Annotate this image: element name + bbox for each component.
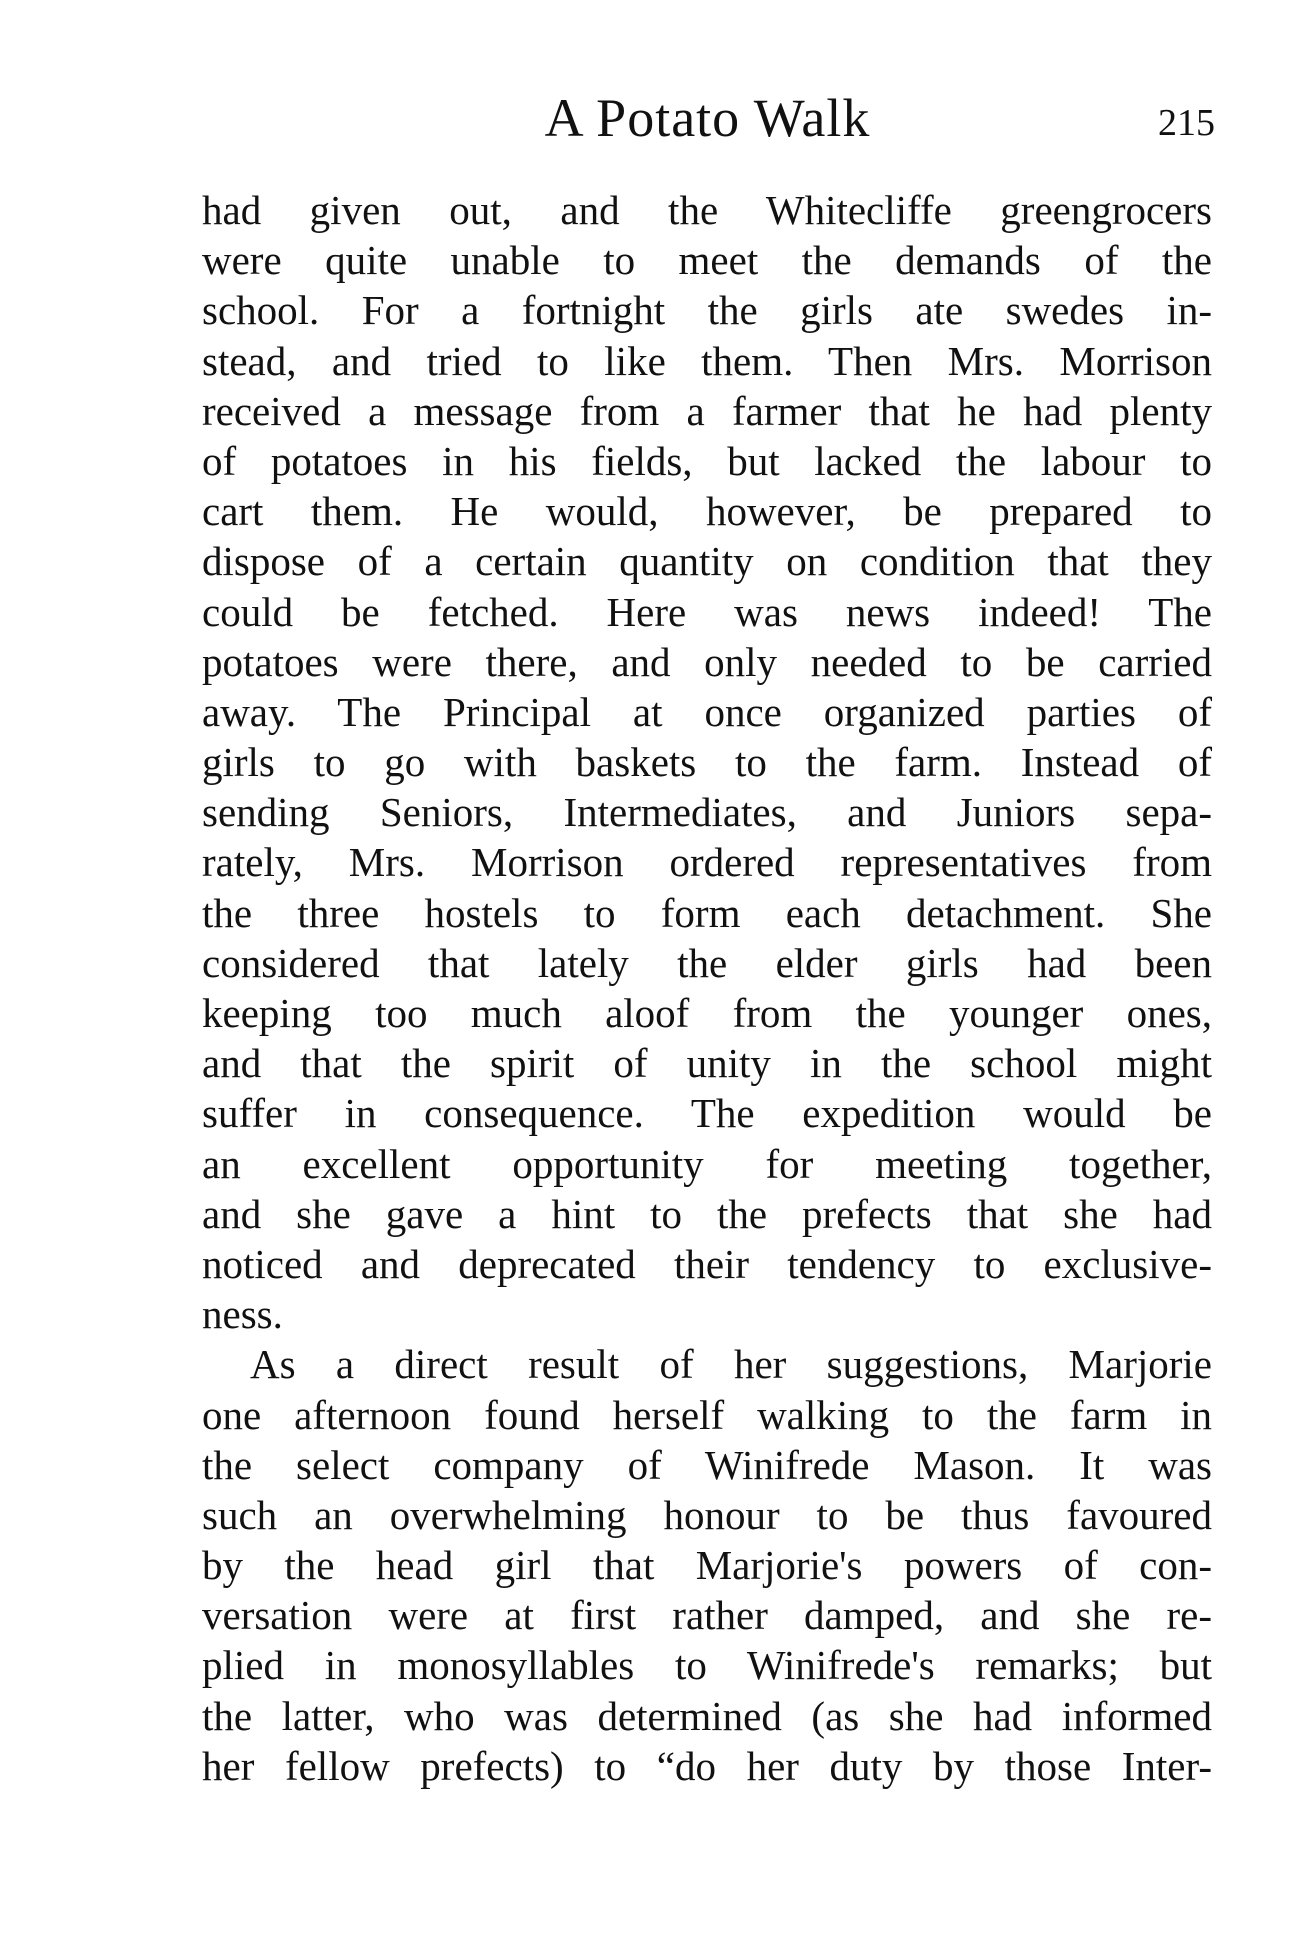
text-line: considered that lately the elder girls had been (202, 939, 1212, 986)
text-line: ness. (202, 1291, 283, 1338)
text-line: her fellow prefects) to “do her duty by those Inter- (202, 1742, 1212, 1789)
page-number: 215 (1158, 102, 1215, 144)
text-line: an excellent opportunity for meeting together, (202, 1140, 1212, 1187)
text-line: plied in monosyllables to Winifrede's remarks; but (202, 1642, 1212, 1689)
text-line: received a message from a farmer that he had plenty (202, 387, 1212, 434)
text-line: potatoes were there, and only needed to be carried (202, 638, 1212, 685)
text-line: were quite unable to meet the demands of the (202, 237, 1212, 284)
paragraph (202, 185, 1212, 1339)
text-line: the latter, who was determined (as she had informed (202, 1692, 1212, 1739)
text-line: suffer in consequence. The expedition would be (202, 1090, 1212, 1137)
paragraph (202, 1339, 1212, 1791)
text-line: and she gave a hint to the prefects that she had (202, 1190, 1212, 1237)
text-line: away. The Principal at once organized parties of (202, 688, 1212, 735)
text-line: such an overwhelming honour to be thus favoured (202, 1491, 1212, 1538)
text-line: the select company of Winifrede Mason. It was (202, 1441, 1212, 1488)
text-line: one afternoon found herself walking to the farm in (202, 1391, 1212, 1438)
text-line: by the head girl that Marjorie's powers of con- (202, 1542, 1212, 1589)
text-line: school. For a fortnight the girls ate swedes in- (202, 287, 1212, 334)
running-title: A Potato Walk (544, 88, 871, 148)
body-text (202, 185, 1212, 1791)
text-line: the three hostels to form each detachment. She (202, 889, 1212, 936)
text-line: keeping too much aloof from the younger ones, (202, 990, 1212, 1036)
text-line: could be fetched. Here was news indeed! The (202, 588, 1212, 635)
text-line: dispose of a certain quantity on condition that they (202, 538, 1212, 585)
text-line: sending Seniors, Intermediates, and Juniors sepa- (202, 789, 1212, 836)
text-line: and that the spirit of unity in the school might (202, 1040, 1212, 1087)
text-line: had given out, and the Whitecliffe greengrocers (202, 187, 1212, 233)
text-line: As a direct result of her suggestions, Marjorie (250, 1341, 1212, 1388)
text-line: of potatoes in his fields, but lacked the labour to (202, 437, 1212, 484)
text-line: noticed and deprecated their tendency to exclusive- (202, 1240, 1212, 1287)
text-line: versation were at first rather damped, and she re- (202, 1592, 1212, 1639)
text-line: cart them. He would, however, be prepared to (202, 488, 1212, 535)
text-line: stead, and tried to like them. Then Mrs. Morrison (202, 337, 1212, 384)
text-line: rately, Mrs. Morrison ordered representatives from (202, 839, 1212, 886)
text-line: girls to go with baskets to the farm. Instead of (202, 739, 1212, 786)
running-head (200, 78, 1215, 158)
